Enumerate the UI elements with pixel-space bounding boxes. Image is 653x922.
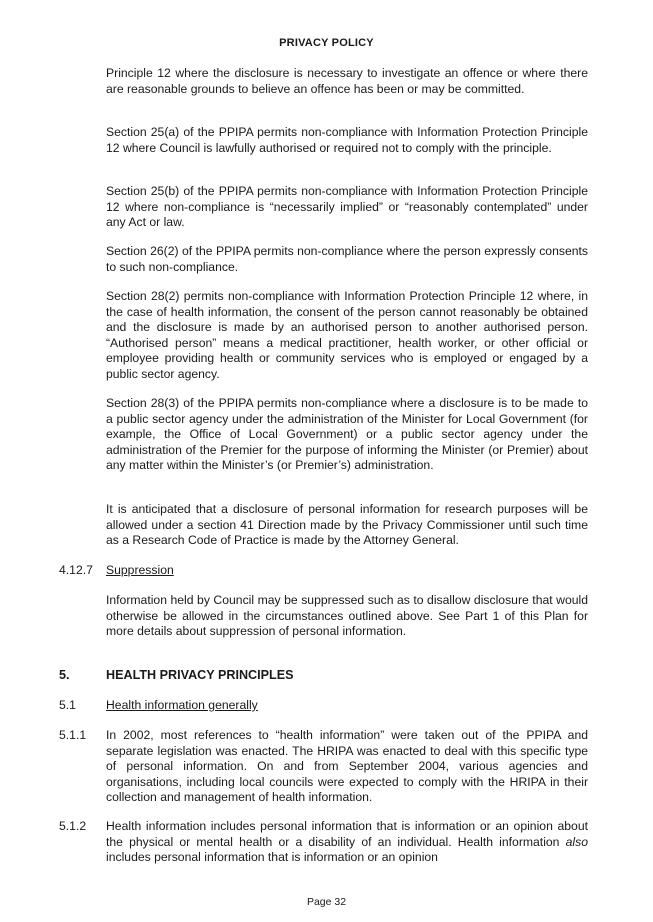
document-header: PRIVACY POLICY [279,37,374,49]
paragraph-section-25b: Section 25(b) of the PPIPA permits non-compliance with Information Protection Principle 12 where non-compliance is “necessarily implied” or “reasonably contemplated” under any Act or law. [106,184,588,229]
section-heading-suppression: Suppression [106,563,174,577]
paragraph-section-25a: Section 25(a) of the PPIPA permits non-compliance with Information Protection Principle 12 where Council is lawfully authorised or required not to comply with the principle. [106,125,588,155]
section-number-5-1: 5.1 [59,698,76,712]
paragraph-section-28-2: Section 28(2) permits non-compliance with Information Protection Principle 12 where, in the case of health information, the consent of the person cannot reasonably be obtained and the disclosure is made by an authorised person to another authorised person. “Authorised person” means a medical practitioner, health worker, or other official or employee providing health or community services who is employed or engaged by a public sector agency. [106,289,588,381]
paragraph-5-1-2 [106,819,588,866]
section-number-5-1-1: 5.1.1 [59,728,87,742]
paragraph-5-1-2-part-a: Health information includes personal information that is information or an opinion about the physical or mental health or a disability of an individual. Health information [106,819,588,849]
paragraph-section-26-2: Section 26(2) of the PPIPA permits non-compliance where the person expressly consents to such non-compliance. [106,244,588,274]
section-number-5: 5. [59,668,70,682]
paragraph-5-1-1: In 2002, most references to “health information” were taken out of the PPIPA and separate legislation was enacted. The HRIPA was enacted to deal with this specific type of personal information. On and from September 2004, various agencies and organisations, including local councils were expected to comply with the HRIPA in their collection and management of health information. [106,728,588,804]
page-number: Page 32 [306,896,347,908]
section-heading-health-information-generally: Health information generally [106,698,258,712]
paragraph-5-1-2-part-b: includes personal information that is information or an opinion [106,850,438,864]
paragraph-research-disclosure: It is anticipated that a disclosure of personal information for research purposes will be allowed under a section 41 Direction made by the Privacy Commissioner until such time as a Research Code of Practice is made by the Attorney General. [106,502,588,547]
paragraph-principle-12: Principle 12 where the disclosure is necessary to investigate an offence or where there are reasonable grounds to believe an offence has been or may be committed. [106,66,588,96]
paragraph-5-1-2-emphasis: also [565,834,588,849]
section-number-5-1-2: 5.1.2 [59,819,87,833]
paragraph-section-28-3: Section 28(3) of the PPIPA permits non-compliance where a disclosure is to be made to a public sector agency under the administration of the Minister for Local Government (for example, the Office of Local Government) or a public sector agency under the administration of the Premier for the purpose of informing the Minister (or Premier) about any matter within the Minister’s (or Premier’s) administration. [106,396,588,472]
section-heading-health-privacy-principles: HEALTH PRIVACY PRINCIPLES [106,668,294,682]
paragraph-suppression: Information held by Council may be suppressed such as to disallow disclosure that would otherwise be allowed in the circumstances outlined above. See Part 1 of this Plan for more details about suppression of personal information. [106,593,588,638]
section-number-4-12-7: 4.12.7 [59,563,93,577]
